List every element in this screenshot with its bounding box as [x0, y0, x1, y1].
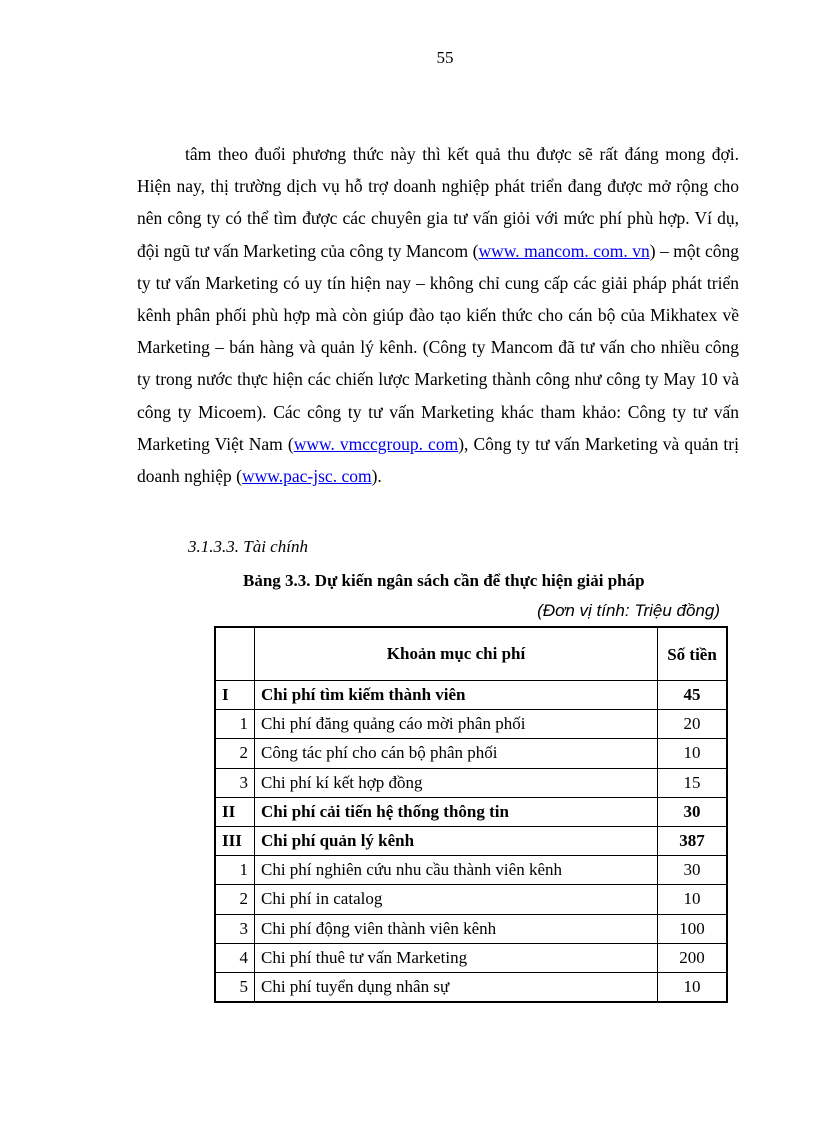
- row-index: 2: [215, 885, 255, 914]
- table-row: [215, 739, 727, 768]
- header-amount: Số tiền: [658, 627, 728, 681]
- table-row: [215, 768, 727, 797]
- row-amount: 45: [658, 681, 728, 710]
- row-index: 5: [215, 972, 255, 1002]
- row-item: Chi phí nghiên cứu nhu cầu thành viên kênh: [255, 856, 658, 885]
- row-item: Chi phí cải tiến hệ thống thông tin: [255, 797, 658, 826]
- row-item: Chi phí đăng quảng cáo mời phân phối: [255, 710, 658, 739]
- row-index: II: [215, 797, 255, 826]
- row-item: Chi phí thuê tư vấn Marketing: [255, 943, 658, 972]
- paragraph-text-2: ) – một công ty tư vấn Marketing có uy tín hiện nay – không chỉ cung cấp các giải pháp phát triển kênh phân phối phù hợp mà còn giúp đào tạo kiến thức cho cán bộ của Mikhatex về Marketing – bán hàng và quản lý kênh. (Công ty Mancom đã tư vấn cho nhiều công ty trong nước thực hiện các chiến lược Marketing thành công như công ty May 10 và công ty Micoem). Các công ty tư vấn Marketing khác tham khảo: Công ty tư vấn Marketing Việt Nam (: [137, 240, 739, 454]
- link-mancom[interactable]: www. mancom. com. vn: [478, 240, 650, 261]
- row-amount: 10: [658, 885, 728, 914]
- header-index: [215, 627, 255, 681]
- paragraph-text-4: ).: [371, 466, 382, 487]
- unit-note: (Đơn vị tính: Triệu đồng): [537, 601, 720, 620]
- row-index: 3: [215, 914, 255, 943]
- row-amount: 100: [658, 914, 728, 943]
- table-body: [215, 681, 727, 1003]
- row-item: Chi phí tuyển dụng nhân sự: [255, 972, 658, 1002]
- paragraph-text-3: ), Công ty tư vấn Marketing và quản trị doanh nghiệp (: [137, 433, 739, 487]
- row-item: Chi phí tìm kiếm thành viên: [255, 681, 658, 710]
- row-index: 1: [215, 856, 255, 885]
- row-item: Chi phí động viên thành viên kênh: [255, 914, 658, 943]
- row-index: III: [215, 826, 255, 855]
- row-amount: 10: [658, 739, 728, 768]
- row-index: 2: [215, 739, 255, 768]
- budget-table: [214, 626, 728, 1003]
- page-number: 55: [436, 48, 454, 67]
- row-index: 1: [215, 710, 255, 739]
- row-amount: 10: [658, 972, 728, 1002]
- row-amount: 200: [658, 943, 728, 972]
- row-amount: 20: [658, 710, 728, 739]
- table-title: Bảng 3.3. Dự kiến ngân sách cần để thực hiện giải pháp: [243, 571, 645, 590]
- row-amount: 387: [658, 826, 728, 855]
- row-item: Chi phí kí kết hợp đồng: [255, 768, 658, 797]
- table-header-row: [215, 627, 727, 681]
- table-row: [215, 710, 727, 739]
- row-amount: 30: [658, 856, 728, 885]
- row-index: I: [215, 681, 255, 710]
- table-row: [215, 826, 727, 855]
- table-row: [215, 681, 727, 710]
- header-item: Khoản mục chi phí: [255, 627, 658, 681]
- row-index: 3: [215, 768, 255, 797]
- row-amount: 30: [658, 797, 728, 826]
- row-item: Công tác phí cho cán bộ phân phối: [255, 739, 658, 768]
- section-heading: 3.1.3.3. Tài chính: [188, 537, 308, 556]
- table-row: [215, 972, 727, 1002]
- row-index: 4: [215, 943, 255, 972]
- table-row: [215, 943, 727, 972]
- table-row: [215, 856, 727, 885]
- row-amount: 15: [658, 768, 728, 797]
- table-row: [215, 914, 727, 943]
- paragraph-text-1: tâm theo đuổi phương thức này thì kết quả thu được sẽ rất đáng mong đợi. Hiện nay, thị trường dịch vụ hỗ trợ doanh nghiệp phát triển đang được mở rộng cho nên công ty có thể tìm được các chuyên gia tư vấn giỏi với mức phí phù hợp. Ví dụ, đội ngũ tư vấn Marketing của công ty Mancom (: [137, 144, 739, 261]
- table-row: [215, 797, 727, 826]
- link-vmccgroup[interactable]: www. vmccgroup. com: [293, 433, 459, 454]
- row-item: Chi phí quản lý kênh: [255, 826, 658, 855]
- row-item: Chi phí in catalog: [255, 885, 658, 914]
- table-row: [215, 885, 727, 914]
- body-paragraph: [137, 138, 739, 492]
- link-pac-jsc[interactable]: www.pac-jsc. com: [241, 466, 372, 487]
